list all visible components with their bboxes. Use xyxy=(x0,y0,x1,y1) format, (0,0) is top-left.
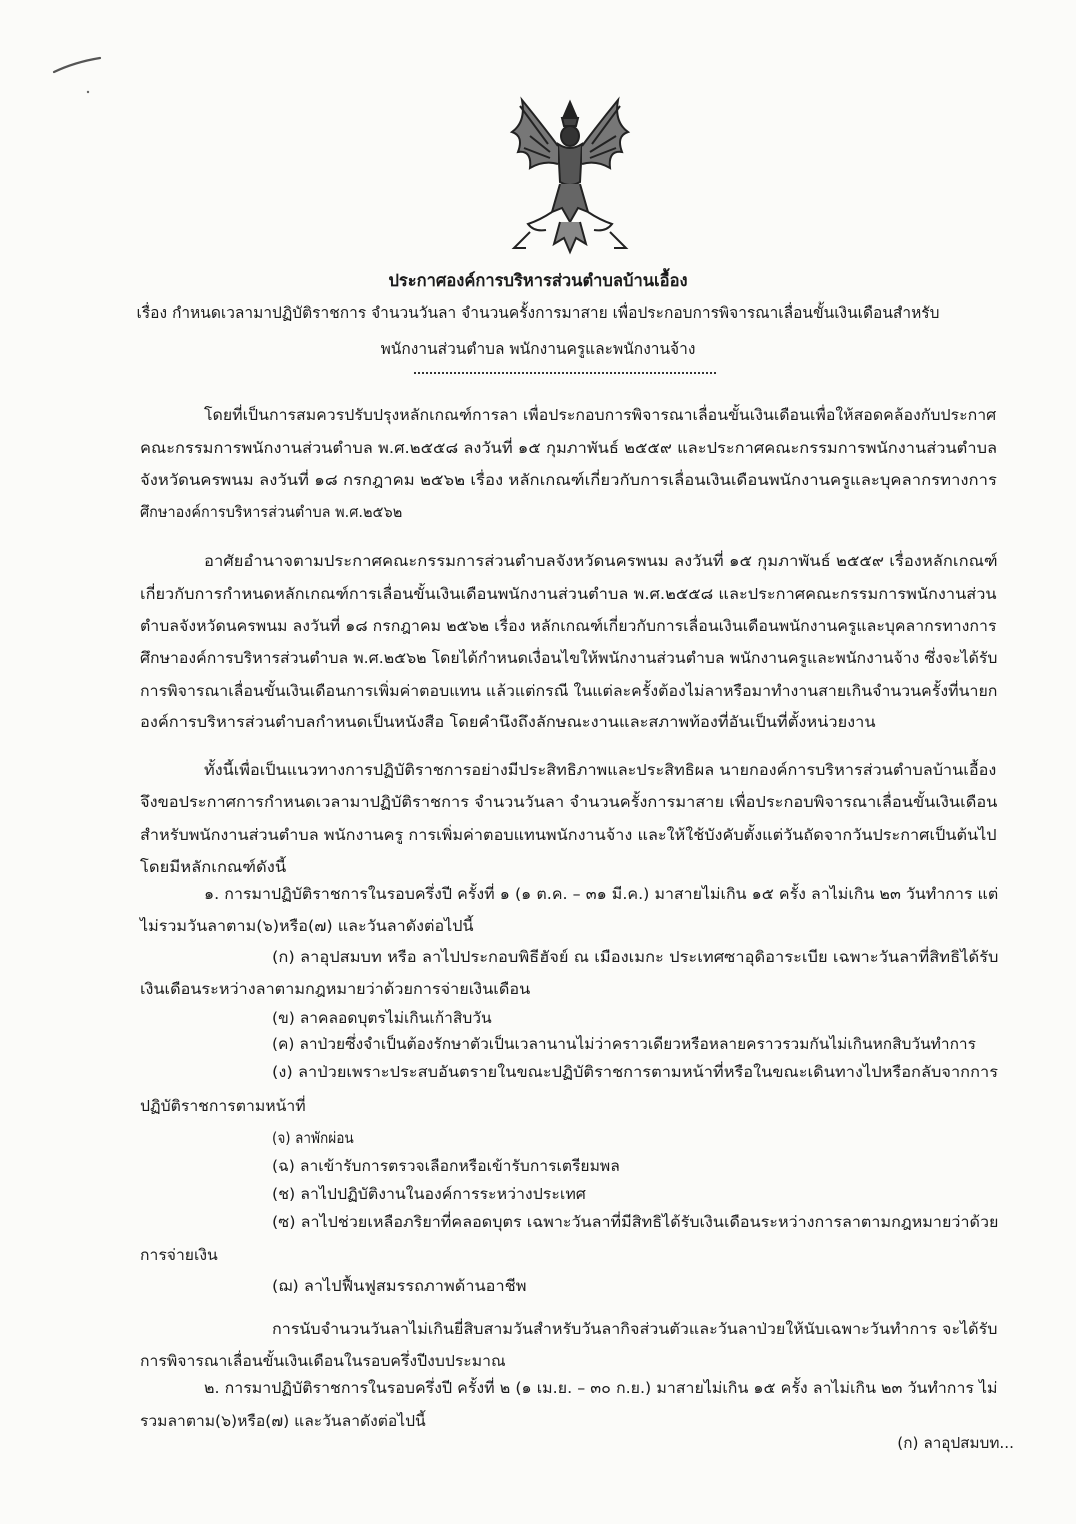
body-line: (ซ) ลาไปช่วยเหลือภริยาที่คลอดบุตร เฉพาะวันลาที่มีสิทธิได้รับเงินเดือนระหว่างการลาตามกฎหมายว่าด้วย xyxy=(272,1213,999,1231)
body-line: จึงขอประกาศการกำหนดเวลามาปฏิบัติราชการ จำนวนวันลา จำนวนครั้งการมาสาย เพื่อประกอบพิจารณาเลื่อนขั้นเงินเดือน xyxy=(140,793,998,811)
subject-line-1: เรื่อง กำหนดเวลามาปฏิบัติราชการ จำนวนวันลา จำนวนครั้งการมาสาย เพื่อประกอบการพิจารณาเลื่อนขั้นเงินเดือนสำหรับ xyxy=(136,304,940,322)
body-line: (ง) ลาป่วยเพราะประสบอันตรายในขณะปฏิบัติราชการตามหน้าที่หรือในขณะเดินทางไปหรือกลับจากการ xyxy=(272,1063,999,1081)
body-line: ๒. การมาปฏิบัติราชการในรอบครึ่งปี ครั้งที่ ๒ (๑ เม.ย. – ๓๐ ก.ย.) มาสายไม่เกิน ๑๕ ครั้ง ลาไม่เกิน ๒๓ วันทำการ ไม่ xyxy=(204,1379,998,1397)
body-line: ศึกษาองค์การบริหารส่วนตำบล พ.ศ.๒๕๖๒ xyxy=(140,503,403,521)
body-line: (ฌ) ลาไปฟื้นฟูสมรรถภาพด้านอาชีพ xyxy=(272,1277,527,1295)
body-line: ปฏิบัติราชการตามหน้าที่ xyxy=(140,1097,306,1115)
body-line: โดยมีหลักเกณฑ์ดังนี้ xyxy=(140,858,287,876)
body-line: เงินเดือนระหว่างลาตามกฎหมายว่าด้วยการจ่ายเงินเดือน xyxy=(140,980,531,998)
dotted-separator xyxy=(414,372,716,374)
subject-line-2: พนักงานส่วนตำบล พนักงานครูและพนักงานจ้าง xyxy=(380,340,696,358)
body-line: (ช) ลาไปปฏิบัติงานในองค์การระหว่างประเทศ xyxy=(272,1185,586,1203)
body-line: ตำบลจังหวัดนครพนม ลงวันที่ ๑๘ กรกฎาคม ๒๕๖๒ เรื่อง หลักเกณฑ์เกี่ยวกับการเลื่อนเงินเดือนพนักงานครูและบุคลากรทางการ xyxy=(140,617,997,635)
body-line: องค์การบริหารส่วนตำบลกำหนดเป็นหนังสือ โดยคำนึงถึงลักษณะงานและสภาพท้องที่อันเป็นที่ตั้งหน่วยงาน xyxy=(140,713,876,731)
body-line: การพิจารณาเลื่อนขั้นเงินเดือนการเพิ่มค่าตอบแทน แล้วแต่กรณี ในแต่ละครั้งต้องไม่ลาหรือมาทำงานสายเกินจำนวนครั้งที่นายก xyxy=(140,682,998,700)
body-line: (ฉ) ลาเข้ารับการตรวจเลือกหรือเข้ารับการเตรียมพล xyxy=(272,1157,620,1175)
body-line: (จ) ลาพักผ่อน xyxy=(272,1129,354,1147)
garuda-emblem-icon xyxy=(500,92,640,262)
body-line: ทั้งนี้เพื่อเป็นแนวทางการปฏิบัติราชการอย่างมีประสิทธิภาพและประสิทธิผล นายกองค์การบริหารส่วนตำบลบ้านเอื้อง xyxy=(204,761,997,779)
continuation-text: (ก) ลาอุปสมบท... xyxy=(897,1434,1014,1452)
body-line: (ข) ลาคลอดบุตรไม่เกินเก้าสิบวัน xyxy=(272,1009,492,1027)
body-line: การพิจารณาเลื่อนขั้นเงินเดือนในรอบครึ่งปีงบประมาณ xyxy=(140,1352,506,1370)
body-line: การนับจำนวนวันลาไม่เกินยี่สิบสามวันสำหรับวันลากิจส่วนตัวและวันลาป่วยให้นับเฉพาะวันทำการ จะได้รับ xyxy=(272,1320,998,1338)
body-line: ๑. การมาปฏิบัติราชการในรอบครึ่งปี ครั้งที่ ๑ (๑ ต.ค. – ๓๑ มี.ค.) มาสายไม่เกิน ๑๕ ครั้ง ลาไม่เกิน ๒๓ วันทำการ แต่ xyxy=(204,885,999,903)
body-line: สำหรับพนักงานส่วนตำบล พนักงานครู การเพิ่มค่าตอบแทนพนักงานจ้าง และให้ใช้บังคับตั้งแต่วันถัดจากวันประกาศเป็นต้นไป xyxy=(140,826,997,844)
body-line: การจ่ายเงิน xyxy=(140,1246,218,1264)
body-line: ศึกษาองค์การบริหารส่วนตำบล พ.ศ.๒๕๖๒ โดยได้กำหนดเงื่อนไขให้พนักงานส่วนตำบล พนักงานครูและพนักงานจ้าง ซึ่งจะได้รับ xyxy=(140,649,998,667)
body-line: รวมลาตาม(๖)หรือ(๗) และวันลาดังต่อไปนี้ xyxy=(140,1412,426,1430)
pen-mark xyxy=(50,50,110,100)
body-line: โดยที่เป็นการสมควรปรับปรุงหลักเกณฑ์การลา เพื่อประกอบการพิจารณาเลื่อนขั้นเงินเดือนเพื่อให้สอดคล้องกับประกาศ xyxy=(204,406,997,424)
announcement-title: ประกาศองค์การบริหารส่วนตำบลบ้านเอื้อง xyxy=(388,271,688,290)
body-line: จังหวัดนครพนม ลงวันที่ ๑๘ กรกฎาคม ๒๕๖๒ เรื่อง หลักเกณฑ์เกี่ยวกับการเลื่อนเงินเดือนพนักงานครูและบุคลากรทางการ xyxy=(140,471,997,489)
body-line: คณะกรรมการพนักงานส่วนตำบล พ.ศ.๒๕๕๘ ลงวันที่ ๑๕ กุมภาพันธ์ ๒๕๕๙ และประกาศคณะกรรมการพนักงานส่วนตำบล xyxy=(140,439,998,457)
body-line: ไม่รวมวันลาตาม(๖)หรือ(๗) และวันลาดังต่อไปนี้ xyxy=(140,917,474,935)
body-line: อาศัยอำนาจตามประกาศคณะกรรมการส่วนตำบลจังหวัดนครพนม ลงวันที่ ๑๕ กุมภาพันธ์ ๒๕๕๙ เรื่องหลักเกณฑ์ xyxy=(204,552,998,570)
body-line: เกี่ยวกับการกำหนดหลักเกณฑ์การเลื่อนขั้นเงินเดือนพนักงานส่วนตำบล พ.ศ.๒๕๕๘ และประกาศคณะกรรมการพนักงานส่วน xyxy=(140,585,997,603)
body-line: (ค) ลาป่วยซึ่งจำเป็นต้องรักษาตัวเป็นเวลานานไม่ว่าคราวเดียวหรือหลายคราวรวมกันไม่เกินหกสิบวันทำการ xyxy=(272,1035,976,1053)
body-line: (ก) ลาอุปสมบท หรือ ลาไปประกอบพิธีฮัจย์ ณ เมืองเมกะ ประเทศซาอุดิอาระเบีย เฉพาะวันลาที่สิทธิได้รับ xyxy=(272,948,999,966)
